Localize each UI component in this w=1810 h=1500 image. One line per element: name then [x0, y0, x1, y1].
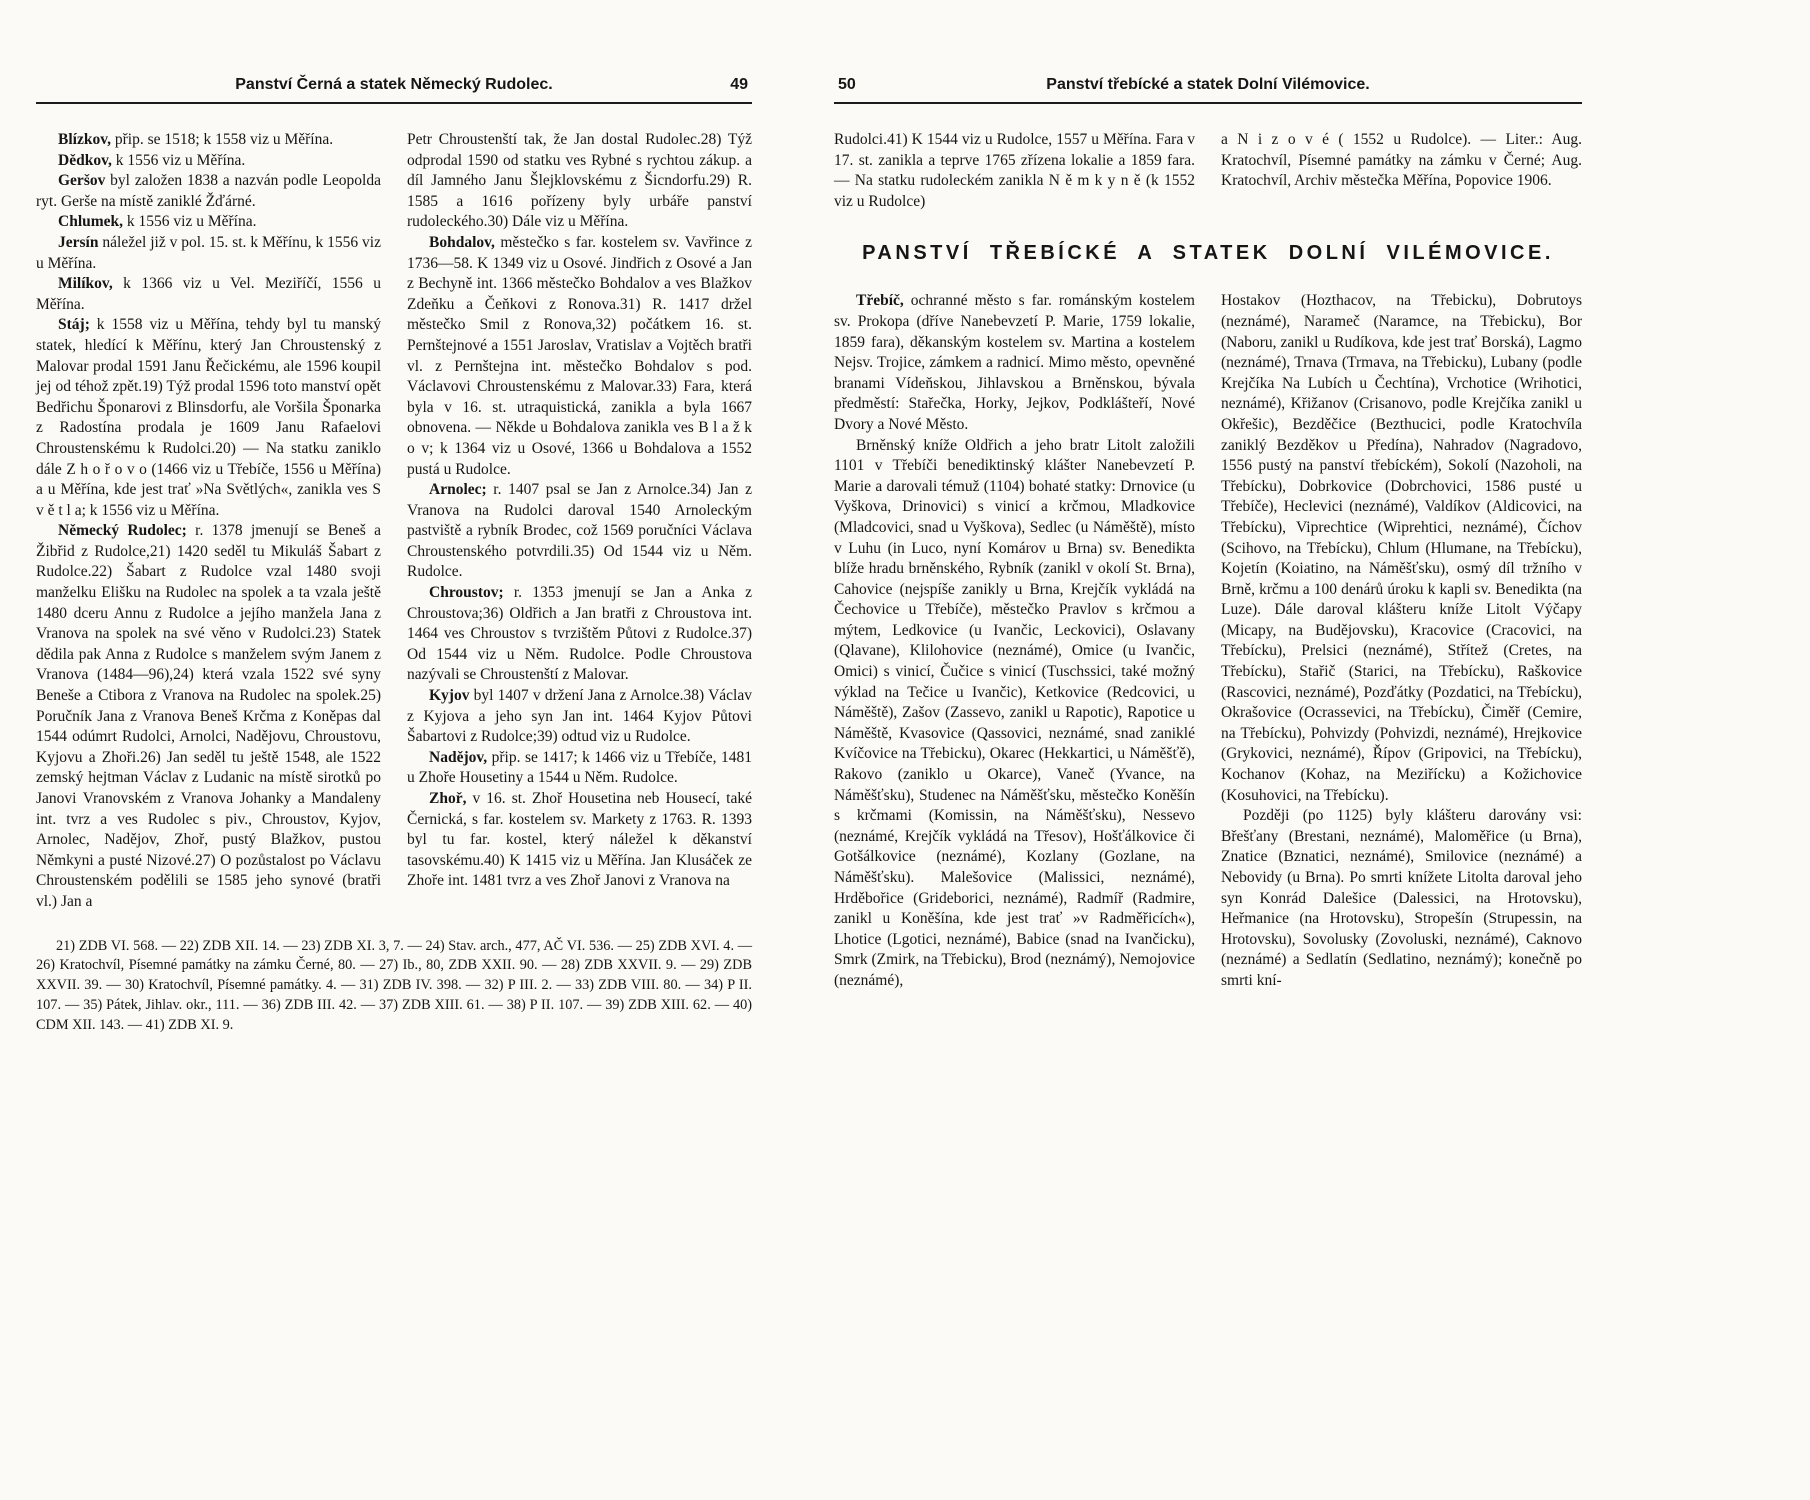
paragraph: Nadějov, přip. se 1417; k 1466 viz u Třebíče, 1481 u Zhoře Housetiny a 1544 u Něm. Rudolce. — [407, 748, 752, 787]
paragraph: Rudolci.41) K 1544 viz u Rudolce, 1557 u Měřína. Fara v 17. st. zanikla a teprve 1765 zřízena lokalie a 1859 fara. — Na statku rudoleckém zanikla N ě m k y n ě (k 1552 viz u Rudolce) — [834, 131, 1195, 210]
paragraph: Německý Rudolec; r. 1378 jmenují se Beneš a Žibřid z Rudolce,21) 1420 seděl tu Mikuláš Šabart z Rudolce.22) Šabart z Rudolce vzal 1480 svoji manželku Elišku na Rudolec na spolek a ta vzala ještě 1480 dceru Annu z Rudolce a jejího manžela Jana z Vranova na spolek na své věno v Rudolci.23) Statek dědila pak Anna z Rudolce s manželem svým Janem z Vranova (1484—96),24) která vzala 1522 své syny Beneše a Ctibora z Vranova na Rudolec na spolek.25) Poručník Jana z Vranova Beneš Krčma z Koněpas dal 1544 odúmrt Rudolci, Arnolci, Nadějovu, Chroustovu, Kyjovu a Zhoři.26) Jan seděl tu ještě 1548, ale 1522 zemský hejtman Václav z Ludanic na místě sirotků po Janovi Vranovském z Vranova Johanky a Mandaleny int. tvrz a ves Rudolec s piv., Chroustov, Kyjov, Arnolec, Nadějov, Zhoř, pustý Blažkov, pustou Němkyni a pusté Nizové.27) O pozůstalost po Václavu Chroustenském podělili se 1585 jeho synové (bratři vl.) Jan a — [36, 522, 381, 910]
entry-name: Dědkov, — [58, 151, 112, 169]
right-page-columns — [834, 291, 1582, 991]
entry-name: Stáj; — [58, 316, 90, 334]
left-page — [36, 76, 752, 1036]
left-page-column-2 — [407, 130, 752, 913]
paragraph: Brněnský kníže Oldřich a jeho bratr Litolt založili 1101 v Třebíči benediktinský klášter Nanebevzetí P. Marie a darovali témuž (1104) bohaté statky: Drnovice (u Vyškova, Drinovici) s vinicí a krčmou, Mladkovice (Mladcovici, snad u Vyškova), Sedlec (u Náměště), místo v Luhu (in Luco, nyní Komárov u Brna) sv. Benedikta blíže hradu brněnského, Rybník (zanikl v okolí St. Brna), Cahovice (nejspíše zanikly u Brna, Krejčík vykládá na Čechovice u Třebíče), městečko Pravlov s krčmou a mýtem, Ledkovice (u Ivančic, Leckovici), Oslavany (Qlavane), Klilohovice (neznámé), Omice (u Ivančic, Omici) s vinicí, Čučice s vinicí (Tuschssici, také možný výklad na Tečice u Ivančic), Ketkovice (Redcovici, u Náměště), Zašov (Zassevo, zanikl u Rapotic), Rapotice u Náměště, Kvasovice (Qassovici, neznámé, snad zaniklé Kvíčovice na Třebicku), Okarec (Hekkartici, u Náměšťě), Rakovo (zaniklo u Okarce), Vaneč (Yvance, na Náměšťsku), Studenec na Náměšťsku, městečko Koněšín s krčmami (Komissin, na Náměšťsku), Nessevo (neznámé, Krejčík vykládá na Třesov), Hošťálkovice či Gotšálkovice (neznámé), Kozlany (Gozlane, na Náměšťsku). Malešovice (Malissici, neznámé), Hrděbořice (Grideborici, neznámé), Radmíř (Radmire, zanikl u Koněšína, kde jest trať »v Radměřicích«), Lhotice (Lgotici, neznámé), Babice (snad na Ivančicku), Smrk (Zmirk, na Třebicku), Brod (neznámý), Nemojovice (neznámé), — [834, 436, 1195, 989]
paragraph: a N i z o v é ( 1552 u Rudolce). — Liter.: Aug. Kratochvíl, Písemné památky na zámku v Černé; Aug. Kratochvíl, Archiv městečka Měřína, Popovice 1906. — [1221, 131, 1582, 190]
entry-name: Nadějov, — [429, 748, 488, 766]
left-page-columns — [36, 130, 752, 913]
entry-name: Chroustov; — [429, 584, 504, 602]
paragraph: Geršov byl založen 1838 a nazván podle Leopolda ryt. Gerše na místě zaniklé Žďárné. — [36, 172, 381, 210]
entry-name: Německý Rudolec; — [58, 522, 187, 540]
left-page-column-1 — [36, 130, 381, 913]
right-page — [834, 76, 1582, 992]
paragraph: Chroustov; r. 1353 jmenují se Jan a Anka z Chroustova;36) Oldřich a Jan bratři z Chroustova int. 1464 ves Chroustov s tvrzištěm Půtovi z Rudolce.37) Od 1544 viz u Něm. Rudolce. Podle Chroustova nazývali se Chroustenští z Malovar. — [407, 584, 752, 684]
left-running-title: Panství Černá a statek Německý Rudolec. — [235, 76, 553, 93]
entry-name: Geršov — [58, 172, 106, 190]
paragraph: Dědkov, k 1556 viz u Měřína. — [58, 151, 246, 169]
paragraph: Stáj; k 1558 viz u Měřína, tehdy byl tu manský statek, hledící k Měřínu, který Jan Chroustenský z Malovar prodal 1591 Janu Řečickému, ale 1596 koupil jej od téhož zpět.19) Týž prodal 1596 toto manství opět Bedřichu Šponarovi z Blinsdorfu, ale Voršila Šponarka z Radostína prodala je 1609 Janu Rafaelovi Chroustenskému k Rudolci.20) — Na statku zaniklo dále Z h o ř o v o (1466 viz u Třebíče, 1556 u Měřína) a u Měřína, kde jest trať »Na Světlých«, zanikla ves S v ě t l a; k 1556 viz u Měřína. — [36, 316, 381, 519]
paragraph: Blízkov, přip. se 1518; k 1558 viz u Měřína. — [58, 131, 334, 148]
entry-name: Blízkov, — [58, 131, 111, 148]
entry-name: Jersín — [58, 233, 99, 251]
right-running-title: Panství třebícké a statek Dolní Vilémovice. — [1046, 76, 1370, 93]
left-page-header — [36, 76, 752, 104]
paragraph: Třebíč, ochranné město s far. románským kostelem sv. Prokopa (dříve Nanebevzetí P. Marie, 1759 lokalie, 1859 fara), děkanským kostelem sv. Martina a kostelem Nejsv. Trojice, zámkem a radnicí. Mimo město, opevněné branami Vídeňskou, Jihlavskou a Brněnskou, bývala předměstí: Stařečka, Horky, Jejkov, Podklášteří, Nové Dvory a Nové Město. — [834, 292, 1195, 433]
paragraph: Arnolec; r. 1407 psal se Jan z Arnolce.34) Jan z Vranova na Rudolci daroval 1540 Arnoleckým pastviště a rybník Brodec, což 1569 poručníci Václava Chroustenského potvrdili.35) Od 1544 viz u Něm. Rudolce. — [407, 481, 752, 581]
paragraph: Hostakov (Hozthacov, na Třebicku), Dobrutoys (neznámé), Narameč (Naramce, na Třebicku), Bor (Naboru, zanikl u Rudíkova, kde jest trať Borská), Lagmo (neznámé), Trnava (Trmava, na Třebicku), Lubany (podle Krejčíka Na Lubích u Čechtína), Vrchotice (Wrihotici, neznámé), Křižanov (Crisanovo, podle Krejčíka zanikl u Okřešic), Bezděčice (Bezthucici, podle Kratochvíla zaniklý Bezděkov u Předína), Nahradov (Nagradovo, 1556 pustý na panství třebíckém), Sokolí (Nazoholi, na Třebícku), Dobrkovice (Dobrchovici, 1586 pusté u Třebíče), Heclevici (neznámé), Valdíkov (Aldicovici, na Třebícku), Viprechtice (Wiprehtici, neznámé), Číchov (Scihovo, na Třebícku), Chlum (Hlumane, na Třebícku), Kojetín (Koiatino, na Náměšťsku), osmý díl tržního v Brně, krčmu a 100 denárů úroku k kapli sv. Benedikta (na Luze). Dále daroval klášteru kníže Litolt Výčapy (Micapy, na Budějovsku), Kracovice (Cracovici, na Třebícku), Prelsici (neznámé), Střítež (Cretes, na Třebícku), Stařič (Starici, na Třebícku), Raškovice (Rascovici, neznámé), Pozďátky (Pozdatici, na Třebícku), Okrašovice (Ocrassevici, na Třebícku), Čiměř (Cemire, na Třebícku), Pohvizdy (Pohvizdi, neznámé), Hrejkovice (Grykovici, neznámé), Řípov (Gripovici, na Třebícku), Kochanov (Kohaz, na Meziřícku) a Kožichovice (Kosuhovici, na Třebícku). — [1221, 292, 1582, 804]
right-page-continuation — [834, 130, 1582, 212]
footnotes-block: 21) ZDB VI. 568. — 22) ZDB XII. 14. — 23) ZDB XI. 3, 7. — 24) Stav. arch., 477, AČ VI. 536. — 25) ZDB XVI. 4. — 26) Kratochvíl, Písemné památky na zámku Černé, 80. — 27) Ib., 80, ZDB XXII. 90. — 28) ZDB XXVII. 9. — 29) ZDB XXVII. 39. — 30) Kratochvíl, Písemné památky. 4. — 31) ZDB IV. 398. — 32) P III. 2. — 33) ZDB VIII. 80. — 34) P II. 107. — 35) Pátek, Jihlav. okr., 111. — 36) ZDB III. 42. — 37) ZDB XIII. 61. — 38) P II. 107. — 39) ZDB XIII. 62. — 40) CDM XII. 143. — 41) ZDB XI. 9. — [36, 937, 752, 1033]
section-heading: PANSTVÍ TŘEBÍCKÉ A STATEK DOLNÍ VILÉMOVICE. — [862, 242, 1554, 265]
entry-name: Bohdalov, — [429, 233, 495, 251]
right-page-header — [834, 76, 1582, 104]
right-page-column-2 — [1221, 291, 1582, 991]
entry-name: Arnolec; — [429, 481, 487, 499]
right-page-number: 50 — [838, 76, 856, 93]
entry-name: Zhoř, — [429, 790, 467, 807]
paragraph: Chlumek, k 1556 viz u Měřína. — [58, 213, 257, 231]
paragraph: Kyjov byl 1407 v držení Jana z Arnolce.38) Václav z Kyjova a jeho syn Jan int. 1464 Kyjov Půtovi Šabartovi z Rudolce;39) odtud viz u Rudolce. — [407, 687, 752, 746]
paragraph: Bohdalov, městečko s far. kostelem sv. Vavřince z 1736—58. K 1349 viz u Osové. Jindřich z Osové a Jan z Bechyně int. 1366 městečko Bohdalov a ves Blažkov Zdeňku a Čeňkovi z Ronova.31) R. 1417 držel městečko Smil z Ronova,32) počátkem 16. st. Pernštejnové a 1551 Jaroslav, Vratislav a Vojtěch bratři vl. z Pernštejna int. městečko Bohdalov s pod. Václavovi Chroustenskému z Malovar.33) Fara, která byla v 16. st. utraquistická, zanikla a byla 1667 obnovena. — Někde u Bohdalova zanikla ves B l a ž k o v; k 1364 viz u Osové, 1366 u Bohdalova a 1552 pustá u Rudolce. — [407, 233, 752, 478]
paragraph: Zhoř, v 16. st. Zhoř Housetina neb Housecí, také Černická, s far. kostelem sv. Markety z 1763. R. 1393 byl tu far. kostel, který náležel k děkanství tasovskému.40) K 1415 viz u Měřína. Jan Klusáček ze Zhoře int. 1481 tvrz a ves Zhoř Janovi z Vranova na — [407, 790, 752, 890]
left-page-number: 49 — [730, 76, 748, 93]
paragraph: Petr Chroustenští tak, že Jan dostal Rudolec.28) Týž odprodal 1590 od statku ves Rybné s rychtou zákup. a díl Jamného Janu Šlejklovskému z Šicndorfu.29) R. 1585 a 1616 pořízeny byly urbáře panství rudoleckého.30) Dále viz u Měřína. — [407, 131, 752, 231]
right-page-column-1 — [834, 291, 1195, 991]
right-page-top-column-1 — [834, 130, 1195, 212]
entry-name: Třebíč, — [856, 292, 904, 310]
right-page-top-column-2 — [1221, 130, 1582, 212]
entry-name: Milíkov, — [58, 275, 113, 293]
paragraph: Jersín náležel již v pol. 15. st. k Měřínu, k 1556 viz u Měřína. — [36, 233, 381, 272]
entry-name: Chlumek, — [58, 213, 124, 231]
paragraph: Později (po 1125) byly klášteru darovány vsi: Břešťany (Brestani, neznámé), Maloměřice (u Brna), Znatice (Bznatici, neznámé), Smilovice (neznámé) a Nebovidy (u Brna). Po smrti knížete Litolta daroval jeho syn Konrád Dalešice (Dalessici, na Hrotovsku), Heřmanice (na Hrotovsku), Stropešín (Strupessin, na Hrotovsku), Sovolusky (Zovoluski, neznámé), Caknovo (neznámé) a Sedlatín (Sedlatino, neznámý); konečně po smrti kní- — [1221, 807, 1582, 989]
entry-name: Kyjov — [429, 687, 470, 705]
paragraph: Milíkov, k 1366 viz u Vel. Meziříčí, 1556 u Měřína. — [36, 275, 381, 313]
